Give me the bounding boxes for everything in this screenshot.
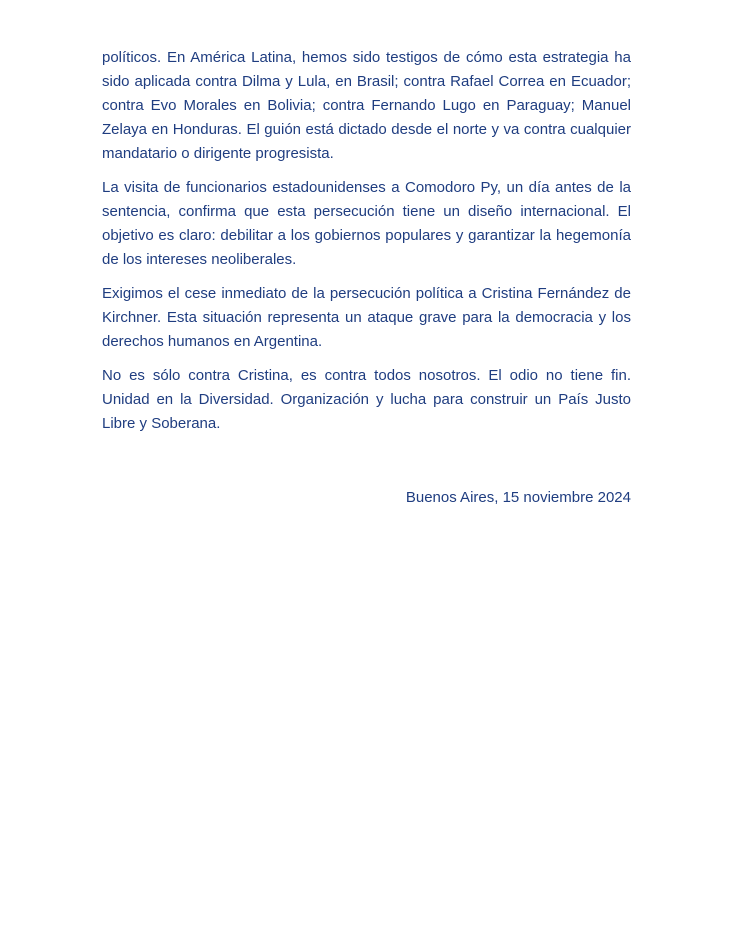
paragraph-closing: No es sólo contra Cristina, es contra todos nosotros. El odio no tiene fin. Unidad en la Diversidad. Organización y lucha para construir un País Justo Libre y Soberana. bbox=[102, 367, 631, 432]
paragraph-latin-america: políticos. En América Latina, hemos sido testigos de cómo esta estrategia ha sido aplicada contra Dilma y Lula, en Brasil; contra Rafael Correa en Ecuador; contra Evo Morales en Bolivia; contra Fernando Lugo en Paraguay; Manuel Zelaya en Honduras. El guión está dictado desde el norte y va contra cualquier mandatario o dirigente progresista. bbox=[102, 49, 631, 162]
paragraph-demand: Exigimos el cese inmediato de la persecución política a Cristina Fernández de Kirchner. Esta situación representa un ataque grave para la democracia y los derechos humanos en Argentina. bbox=[102, 285, 631, 350]
paragraph-comodoro-py: La visita de funcionarios estadounidenses a Comodoro Py, un día antes de la sentencia, confirma que esta persecución tiene un diseño internacional. El objetivo es claro: debilitar a los gobiernos populares y garantizar la hegemonía de los intereses neoliberales. bbox=[102, 179, 631, 268]
document-body bbox=[102, 46, 631, 446]
signoff-place-date: Buenos Aires, 15 noviembre 2024 bbox=[405, 489, 631, 506]
